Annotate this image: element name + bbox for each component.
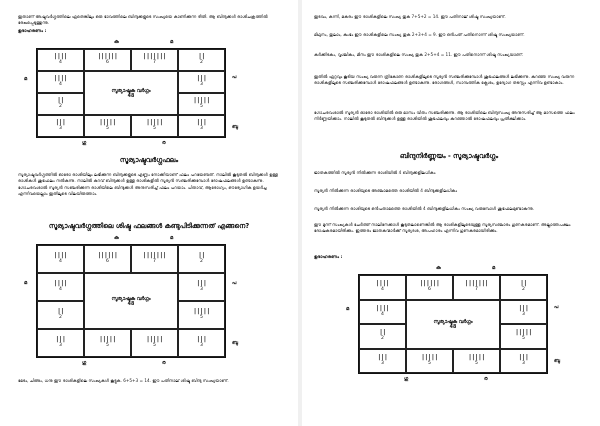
chart-label-bottom-mid: ര [484,376,488,382]
chart-label-left-top: മ [24,76,28,82]
chart-cell: || 2 [359,324,406,349]
sum-paragraph-3: മിഥുനം, തുലാം, കുംഭം ഈ രാശികളിലെ സംഖ്യ തുക 2+3+4 = 9. ഈ ഒൻപത് പതിനൊന്ന് ശിഷ്ട സംഖ്യയാണ്. [314,32,525,37]
rule-1: ജാതകത്തിൽ സൂര്യൻ നിൽക്കുന്ന രാശിയിൽ 4 ബിന്ദുക്കളിലധികം [314,170,436,175]
chart-cell: |||||| 6 [84,245,131,273]
chart-label-bottom-left: ഗു [82,140,87,146]
chart-cell: ||||| 5 [178,93,225,115]
sum-paragraph-2: ഇടവം, കന്നി, മകരം ഈ രാശികളിലെ സംഖ്യ തുക 7+5+2 = 14. ഈ പതിനാല് ശിഷ്ട സംഖ്യയാണ്. [314,14,506,19]
chart-cell: ||||| 5 [131,115,178,137]
chart-label-left-top: മ [346,306,350,312]
sum-paragraph-4: കർക്കിടകം, വൃശ്ചികം, മീനം ഈ രാശികളിലെ സംഖ്യ തുക 2+5+4 = 11. ഈ പതിനൊന്ന് ശിഷ്ട സംഖ്യയാണ്. [314,52,524,57]
conclusion-paragraph: ഈ മൂന്ന് സംഖ്യകൾ ചേർത്ത് നാലിനേക്കാൾ കൂടുതലാണെങ്കിൽ ആ രാശികളിലൂടെയുള്ള സൂര്യസഞ്ചാരം ഗുണകരമാണ്. അല്ലാത്തപക്ഷം ദോഷകരമായിരിക്കും. ഇത്തരം ജാതകന്മാർക്ക് സൂര്യദശ, അപഹാരം എന്നിവ ഗുണകരമായിരിക്കും. [314,222,571,234]
chart-label-top-right: മ [492,265,496,271]
chart-label-bottom-left: ഗു [82,360,87,366]
chart-cell: ||||| 5 [453,349,500,374]
chart-label-top-mid: ക [114,235,119,241]
chart-cell: ||| 3 [178,115,225,137]
chart-cell: ||| 3 [37,115,84,137]
chart-cell: |||| 4 [37,245,84,273]
chart-cell: ||||| 5 [406,349,453,374]
result-paragraph: ഇതിൽ ഏറ്റവും കൂടിയ സംഖ്യ വരുന്ന ത്രികോണ രാശികളിലൂടെ സൂര്യൻ സഞ്ചരിക്കുമ്പോൾ ശുഭഫലങ്ങൾ ലഭിക്കുന്നു. കുറഞ്ഞ സംഖ്യ വരുന്ന രാശികളിലൂടെ സഞ്ചരിക്കുമ്പോൾ ദോഷഫലങ്ങൾ ഉണ്ടാകുന്നു. രോഗങ്ങൾ, സാമ്പത്തിക ക്ലേശം, ഉദ്യോഗ തടസ്സം എന്നിവ ഉണ്ടാകാം. [314,74,575,86]
chart-cell: |||| 4 [359,300,406,325]
sum-paragraph: മേടം, ചിങ്ങം, ധനു ഈ രാശികളിലെ സംഖ്യകൾ കൂട്ടുക. 6+5+3 = 14. ഈ പതിനാല് ശിഷ്ട ബിന്ദു സംഖ്യയാണ്. [18,378,229,383]
right-page [300,0,600,426]
effects-paragraph: സൂര്യാഷ്ടവർഗ്ഗത്തിൽ ഓരോ രാശിയിലും ലഭിക്കുന്ന ബിന്ദുക്കളുടെ എണ്ണം നോക്കിയാണ് ഫലം പറയേണ്ടത്. നാലിൽ കൂടുതൽ ബിന്ദുക്കൾ ഉള്ള രാശികൾ ശുഭഫലം നൽകുന്നു. നാലിൽ കുറവ് ബിന്ദുക്കൾ ഉള്ള രാശികളിൽ സൂര്യൻ സഞ്ചരിക്കുമ്പോൾ ദോഷഫലങ്ങൾ ഉണ്ടാകുന്നു. ഗോചരവശാൽ സൂര്യൻ സഞ്ചരിക്കുന്ന രാശിയിലെ ബിന്ദുക്കൾ അനുസരിച്ച് ഫലം പറയാം. പിതാവ്, ആരോഗ്യം, ഔദ്യോഗിക ഉയർച്ച എന്നിവയെല്ലാം ഇതിലൂടെ വിലയിരുത്താം. [18,172,278,197]
chart-cell: ||||| 5 [84,115,131,137]
chart-label-bottom-mid: ര [162,360,166,366]
rule-2: സൂര്യൻ നിൽക്കുന്ന രാശിയുടെ അഞ്ചാമത്തെ രാശിയിൽ 4 ബിന്ദുക്കളിലധികം [314,188,458,193]
chart-label-right-top: പ [232,280,237,286]
chart-center: സൂര്യാഷ്ടക വർഗ്ഗം 48 [406,300,500,349]
chart-label-right-bottom: ബു [232,340,239,346]
chart-cell: || 2 [37,93,84,115]
rasi-chart-3 [344,266,566,384]
rule-3: സൂര്യൻ നിൽക്കുന്ന രാശിയുടെ ഒൻപതാമത്തെ രാശിയിൽ 4 ബിന്ദുക്കളിലധികം സംഖ്യ വരുമ്പോൾ ശുഭഫലമുണ്ടാകുന്നു. [314,206,535,211]
chart-label-right-top: പ [232,74,237,80]
chart-cell: || 2 [500,275,547,300]
chart-cell: ||||||| 7 [131,245,178,273]
chart-label-right-top: പ [554,304,559,310]
chart-cell: |||| 4 [37,273,84,301]
chart-cell: ||||| 5 [500,324,547,349]
rasi-chart-2 [22,236,244,370]
chart-center: സൂര്യാഷ്ടക വർഗ്ഗം 48 [84,273,178,329]
chart-cell: ||||||| 7 [453,275,500,300]
chart-center: സൂര്യാഷ്ടക വർഗ്ഗം 48 [84,71,178,115]
intro-paragraph: ഇതാണ് അഷ്ടവർഗ്ഗത്തിലെ ഏതെങ്കിലും ഒരു ഭാവത്തിലെ ബിന്ദുക്കളുടെ സംഖ്യയെ കാണിക്കുന്ന രീതി. ആ ബിന്ദുക്കൾ രാശിചക്രത്തിൽ രേഖപ്പെടുത്തുന്നു. [18,14,268,26]
chart-cell: ||||| 5 [131,329,178,357]
chart-cell: |||||| 6 [84,49,131,71]
chart-cell: ||||||| 7 [131,49,178,71]
chart-label-bottom-mid: ര [162,140,166,146]
chart-cell: ||| 3 [178,71,225,93]
section-heading-2: സൂര്യാഷ്ടവർഗ്ഗത്തിലെ ശിഷ്ട ഫലങ്ങൾ കണ്ടുപിടിക്കുന്നത് എങ്ങനെ? [48,222,250,230]
chart-cell: |||||| 6 [406,275,453,300]
chart-label-bottom-left: ഗു [404,376,409,382]
chart-cell: |||| 4 [37,49,84,71]
chart-cell: ||| 3 [359,349,406,374]
chart-cell: ||| 3 [178,329,225,357]
chart-label-left-top: മ [24,280,28,286]
rasi-chart-1 [22,40,244,148]
chart-label-top-right: മ [170,39,174,45]
chart-label-top-mid: ക [114,39,119,45]
chart-cell: ||||| 5 [178,301,225,329]
chart-cell: || 2 [178,49,225,71]
chart-cell: |||| 4 [37,71,84,93]
section-heading-3: ബിന്ദുനിർണ്ണയം - സൂര്യാഷ്ടവർഗ്ഗം [399,152,499,160]
chart-cell: ||| 3 [37,329,84,357]
chart-grid [36,244,226,358]
chart-grid [36,48,226,138]
chart-cell: ||| 3 [500,349,547,374]
transit-paragraph: ഗോചരവശാൽ സൂര്യൻ ഓരോ രാശിയിൽ ഒരു മാസം വീതം സഞ്ചരിക്കുന്നു. ആ രാശിയിലെ ബിന്ദുസംഖ്യ അനുസരിച്ച് ആ മാസത്തെ ഫലം നിർണ്ണയിക്കാം. നാലിൽ കൂടുതൽ ബിന്ദുക്കൾ ഉള്ള രാശിയിൽ ശുഭഫലവും കുറഞ്ഞാൽ ദോഷഫലവും പ്രതീക്ഷിക്കാം. [314,110,575,122]
example-label-2: ഉദാഹരണം : [314,255,343,260]
chart-label-top-mid: ക [436,265,441,271]
chart-label-top-right: മ [170,235,174,241]
example-label: ഉദാഹരണം : [18,29,47,34]
chart-cell: ||| 3 [178,273,225,301]
section-heading-1: സൂര്യാഷ്ടവർഗ്ഗഫലം [119,156,179,164]
chart-cell: ||| 3 [500,300,547,325]
chart-cell: |||| 4 [359,275,406,300]
chart-cell: || 2 [37,301,84,329]
chart-grid [358,274,548,374]
chart-cell: || 2 [178,245,225,273]
chart-label-right-bottom: ബു [554,358,561,364]
chart-cell: ||||| 5 [84,329,131,357]
chart-label-right-bottom: ബു [232,124,239,130]
